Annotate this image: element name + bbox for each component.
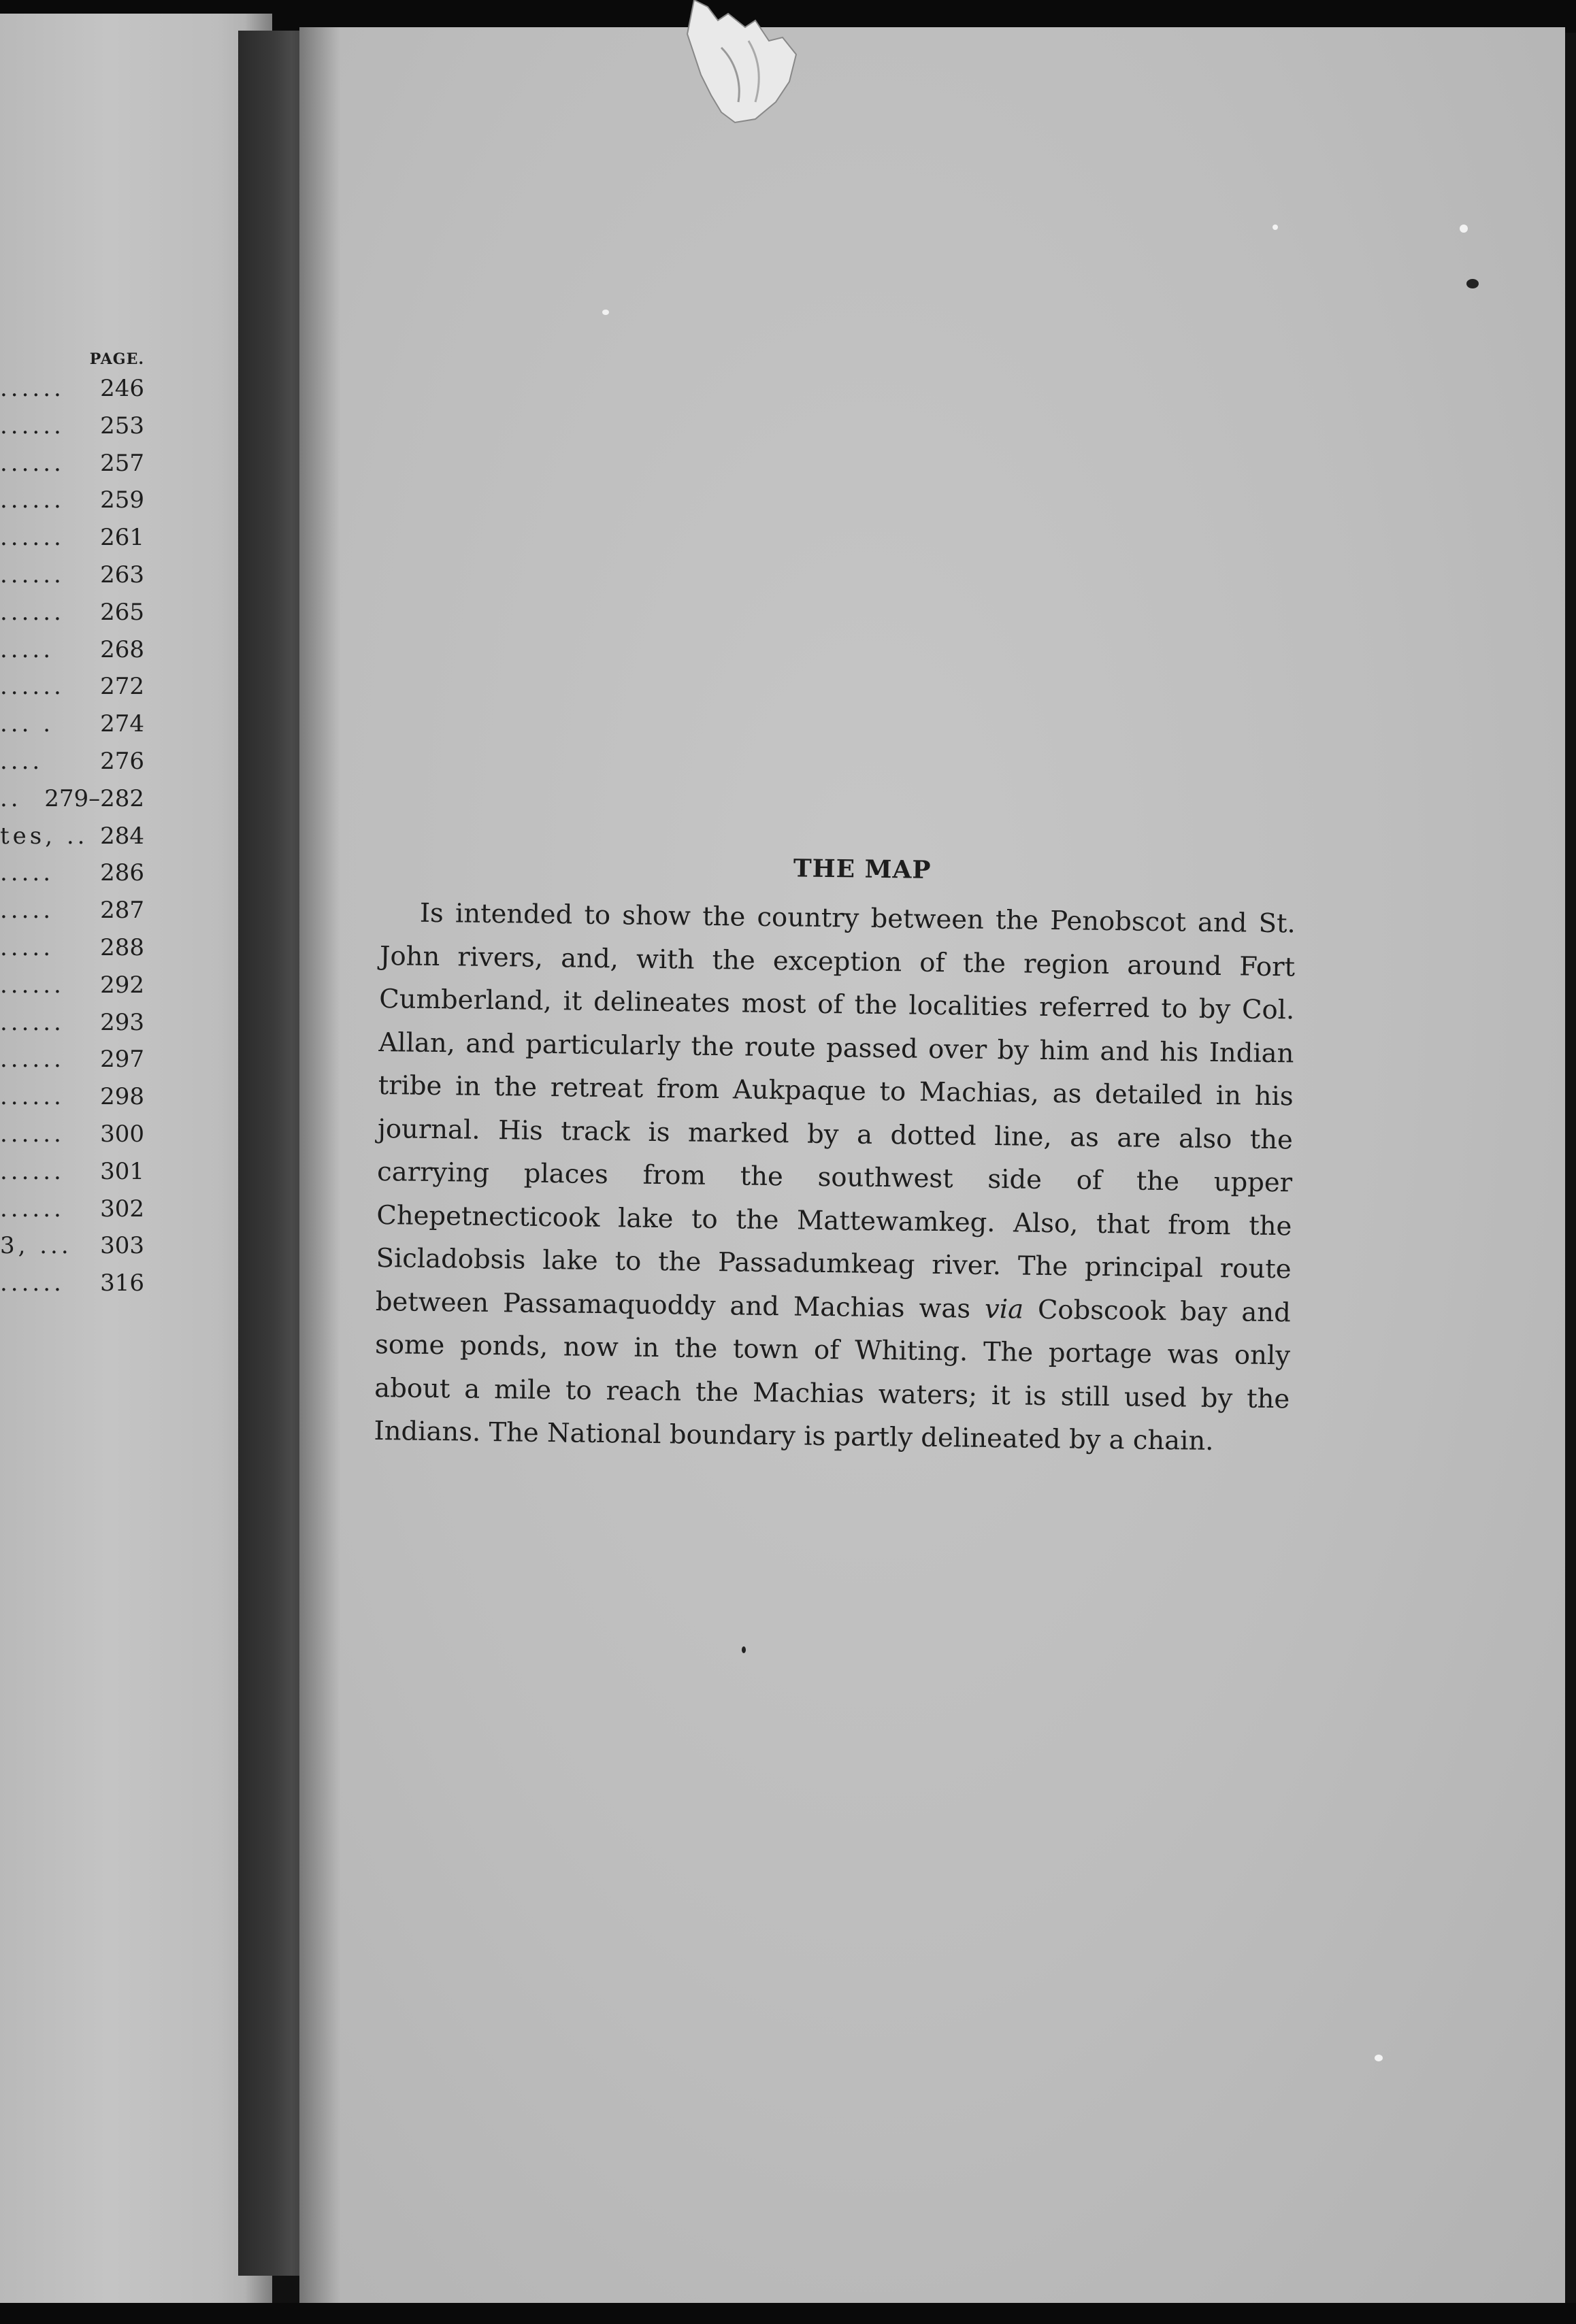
toc-row bbox=[0, 972, 147, 1009]
toc-row bbox=[0, 1083, 147, 1120]
toc-row bbox=[0, 748, 147, 785]
toc-leader: .... bbox=[0, 747, 44, 775]
toc-leader: ...... bbox=[0, 561, 65, 588]
article-body-text: Is intended to show the country between the Penobscot and St. John rivers, and, with the exception of the region around Fort Cumberland, it delineates most of the localities referred to by Col. Allan, and particularly the route passed over by him and his Indian tribe in the retreat from Aukpaque to Machias, as detailed in his journal. His track is marked by a dotted line, as are also the carrying places from the southwest side of the upper Chepetnecticook lake to the Mattewamkeg. Also, that from the Sicladobsis lake to the Passadumkeag river. The principal route between Passamaquoddy and Machias was bbox=[375, 897, 1296, 1325]
toc-row bbox=[0, 636, 147, 674]
scan-speck bbox=[602, 310, 609, 315]
toc-row bbox=[0, 785, 147, 823]
scan-speck bbox=[742, 1646, 746, 1653]
toc-row bbox=[0, 450, 147, 487]
toc-page-number: 276 bbox=[100, 747, 144, 775]
toc-leader: ...... bbox=[0, 673, 65, 701]
toc-page-number: 259 bbox=[100, 486, 144, 514]
toc-row bbox=[0, 859, 147, 897]
scan-speck bbox=[1375, 2055, 1383, 2061]
toc-leader: ...... bbox=[0, 1120, 65, 1148]
toc-row bbox=[0, 673, 147, 710]
toc-row bbox=[0, 1158, 147, 1195]
toc-leader: ...... bbox=[0, 1195, 65, 1223]
toc-page-number: 287 bbox=[100, 897, 144, 925]
toc-leader: ...... bbox=[0, 375, 65, 402]
toc-rows bbox=[0, 375, 147, 1307]
toc-row bbox=[0, 823, 147, 860]
toc-row bbox=[0, 486, 147, 524]
toc-leader: ..... bbox=[0, 859, 54, 887]
toc-row bbox=[0, 1046, 147, 1083]
toc-leader: ...... bbox=[0, 1157, 65, 1185]
toc-row bbox=[0, 1120, 147, 1158]
toc-leader: ...... bbox=[0, 598, 65, 626]
toc-page-number: 263 bbox=[100, 561, 144, 588]
toc-row bbox=[0, 1195, 147, 1233]
toc-leader: ...... bbox=[0, 1269, 65, 1297]
toc-row bbox=[0, 599, 147, 636]
toc-leader: ...... bbox=[0, 524, 65, 552]
toc-leader: .. bbox=[0, 784, 22, 812]
toc-leader: 3, ... bbox=[0, 1232, 72, 1260]
toc-page-number: 297 bbox=[100, 1046, 144, 1074]
toc-row bbox=[0, 1269, 147, 1307]
toc-leader: ...... bbox=[0, 971, 65, 999]
toc-page-number: 316 bbox=[100, 1269, 144, 1297]
toc-leader: ...... bbox=[0, 412, 65, 439]
toc-page-number: 257 bbox=[100, 449, 144, 477]
toc-row bbox=[0, 897, 147, 934]
toc-row bbox=[0, 710, 147, 748]
toc-leader: ...... bbox=[0, 1046, 65, 1074]
toc-row bbox=[0, 524, 147, 561]
article-title: THE MAP bbox=[793, 854, 932, 884]
toc-page-number: 246 bbox=[100, 375, 144, 402]
toc-page-number: 288 bbox=[100, 933, 144, 961]
toc-row bbox=[0, 1232, 147, 1269]
toc-page-number: 292 bbox=[100, 971, 144, 999]
toc-leader: ...... bbox=[0, 449, 65, 477]
toc-row bbox=[0, 412, 147, 450]
toc-page-number: 274 bbox=[100, 710, 144, 738]
toc-leader: ...... bbox=[0, 1008, 65, 1036]
toc-page-number: 303 bbox=[100, 1232, 144, 1260]
toc-page-number: 265 bbox=[100, 598, 144, 626]
toc-page-number: 279–282 bbox=[44, 784, 144, 812]
toc-row bbox=[0, 1009, 147, 1046]
toc-page-number: 272 bbox=[100, 673, 144, 701]
left-page bbox=[0, 14, 272, 2303]
toc-leader: tes, .. bbox=[0, 822, 88, 850]
scan-speck bbox=[1466, 279, 1479, 288]
toc-leader: ..... bbox=[0, 933, 54, 961]
toc-row bbox=[0, 934, 147, 972]
toc-leader: ...... bbox=[0, 486, 65, 514]
toc-page-number: 286 bbox=[100, 859, 144, 887]
article-italic-word: via bbox=[984, 1293, 1024, 1325]
toc-page-number: 268 bbox=[100, 635, 144, 663]
toc-page-number: 302 bbox=[100, 1195, 144, 1223]
toc-page-number: 298 bbox=[100, 1083, 144, 1111]
toc-page-number: 253 bbox=[100, 412, 144, 439]
paper-tear-mark bbox=[680, 0, 817, 136]
toc-leader: ... . bbox=[0, 710, 54, 738]
toc-page-heading: PAGE. bbox=[89, 350, 144, 368]
toc-leader: ...... bbox=[0, 1083, 65, 1111]
toc-leader: ..... bbox=[0, 635, 54, 663]
article bbox=[374, 849, 1296, 1464]
toc-page-number: 261 bbox=[100, 524, 144, 552]
toc-row bbox=[0, 375, 147, 412]
scan-bottom-border bbox=[0, 2303, 1576, 2324]
toc-page-number: 301 bbox=[100, 1157, 144, 1185]
scan-speck bbox=[1273, 225, 1278, 230]
toc-page-number: 284 bbox=[100, 822, 144, 850]
toc-row bbox=[0, 561, 147, 599]
toc-leader: ..... bbox=[0, 897, 54, 925]
toc-page-number: 293 bbox=[100, 1008, 144, 1036]
article-body bbox=[374, 891, 1296, 1464]
article-body-text-continued: Cobscook bay and some ponds, now in the town of Whiting. The portage was only about a mile to reach the Machias waters; it is still used by the Indians. The National boundary is partly delineated by a chain. bbox=[374, 1294, 1292, 1457]
toc-page-number: 300 bbox=[100, 1120, 144, 1148]
scan-speck bbox=[1460, 225, 1468, 233]
